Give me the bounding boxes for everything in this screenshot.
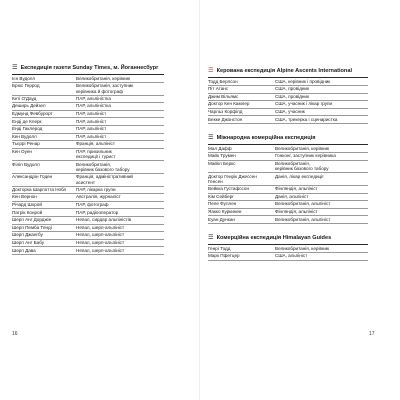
list-icon: ☰	[208, 234, 214, 241]
member-row	[12, 161, 164, 175]
member-row	[208, 160, 368, 174]
member-desc: Австралія, журналіст	[76, 194, 121, 200]
member-name: Шерп Пемба Тенді	[12, 224, 52, 230]
member-name: Джим Вільямс	[208, 93, 239, 99]
member-desc: Великобританія, заступник керівника й фотограф	[76, 83, 134, 94]
member-desc: США, керівник і провідник	[275, 78, 331, 84]
member-desc: Великобританія, альпініст	[275, 216, 331, 222]
member-name: Доктор Кен Камлер	[208, 101, 250, 107]
member-desc: США, учасник	[275, 109, 305, 115]
member-name: Кен Оуен	[12, 149, 32, 155]
list-icon: ☰	[208, 67, 214, 74]
member-row	[12, 173, 164, 187]
member-name: Тьєррі Ренар	[12, 141, 40, 147]
member-name: Кім Сейберг	[208, 193, 234, 199]
member-name: Брюс Геррод	[12, 83, 40, 89]
member-name: Майк Трумен	[208, 153, 236, 159]
member-row	[12, 247, 164, 256]
member-row	[208, 252, 368, 261]
member-name: Докторка Шарлотта Нобл	[12, 186, 67, 192]
member-name: Піт Атанс	[208, 86, 229, 92]
member-name: Енді де Клерк	[12, 118, 42, 124]
member-name: Едмунд Февбурорт	[12, 111, 53, 117]
member-name: Шерп Джангбу	[12, 232, 43, 238]
section-title: Комерційна експедиція Himalayan Guides	[216, 235, 332, 242]
member-desc: Великобританія, керівник базового табору	[76, 161, 130, 173]
member-name: Річард Шорой	[12, 202, 42, 208]
member-desc: ПАР, альпініст	[76, 133, 107, 139]
member-name: Шерп Дава	[12, 247, 36, 253]
member-name: Майкл Беркс	[208, 160, 236, 166]
member-desc: Данія, альпініст	[275, 193, 309, 199]
member-desc: Великобританія, керівник	[76, 75, 131, 81]
member-desc: ПАР, прихильник експедиції і турист	[76, 149, 116, 160]
member-name: Еуан Дункан	[208, 216, 235, 222]
member-name: Бекке Джонстон	[208, 116, 243, 122]
member-desc: Великобританія, альпініст	[275, 201, 331, 207]
list-icon: ☰	[12, 64, 18, 71]
section-title: Керована експедиція Alpine Ascents International	[216, 68, 353, 75]
member-name: Кен Вернон	[12, 194, 37, 200]
member-desc: ПАР, альпіністка	[76, 95, 111, 101]
member-name: Шерп Анг Дорджіе	[12, 217, 52, 223]
member-name: Александрін Годен	[12, 174, 53, 180]
member-desc: ПАР, фотограф	[76, 202, 109, 208]
member-desc: Франція, адміністративний асистент	[76, 174, 133, 185]
member-desc: ПАР, альпіністка	[76, 103, 111, 109]
member-name: Генрі Тодд	[208, 245, 231, 251]
member-desc: ПАР, радіооператор	[76, 209, 119, 215]
section-title: Експедиція газети Sunday Times, м. Йоганнесбург	[20, 65, 159, 72]
member-name: Яакко Куркинен	[208, 208, 242, 214]
section-heading	[12, 65, 158, 71]
member-desc: Непал, сирдар альпіністів	[76, 217, 132, 223]
page-number: 17	[369, 331, 375, 337]
member-desc: ПАР, лікарка групи	[76, 186, 116, 192]
page-number: 16	[12, 331, 18, 337]
member-row	[208, 215, 368, 224]
section-heading	[208, 68, 352, 74]
member-desc: ПАР, альпініст	[76, 111, 107, 117]
member-name: Енді Гаклерод	[12, 126, 43, 132]
member-name: Доктор Генрік Джессен Генсен	[208, 173, 257, 184]
section-heading	[208, 235, 331, 241]
member-name: Кен Вудолл	[12, 133, 37, 139]
member-desc: Гонконг, заступник керівника	[275, 153, 336, 159]
member-name: Мал Дафф	[208, 145, 232, 151]
member-name: Марк Пфетцер	[208, 253, 240, 259]
member-row	[208, 116, 368, 125]
member-row	[12, 82, 164, 96]
member-name: Тодд Берлсон	[208, 78, 238, 84]
section-heading	[208, 135, 315, 141]
list-icon: ☰	[208, 134, 214, 142]
member-desc: Фінляндія, альпініст	[275, 186, 318, 192]
member-desc: Данія, лікар експедиції	[275, 173, 324, 179]
member-name: Патрік Конрой	[12, 209, 43, 215]
member-name: Пепе Фуллен	[208, 201, 237, 207]
member-name: Шерп Анг Бабу	[12, 240, 45, 246]
member-name: Чарльз Корфілд	[208, 109, 243, 115]
member-desc: США, провідник	[275, 93, 309, 99]
member-name: Кеті О'Дауд	[12, 95, 37, 101]
member-name: Філіп Вудолл	[12, 161, 40, 167]
member-desc: Франція, альпініст	[76, 141, 115, 147]
right-page	[200, 0, 400, 400]
member-desc: Непал, шерп-альпініст	[76, 240, 125, 246]
member-desc: ПАР, альпініст	[76, 118, 107, 124]
member-desc: США, учасник і лікар групи	[275, 101, 333, 107]
member-desc: США, альпініст	[275, 253, 308, 259]
member-desc: ПАР, альпініст	[76, 126, 107, 132]
member-desc: Великобританія, керівник	[275, 245, 330, 251]
member-desc: Фінляндія, альпініст	[275, 208, 318, 214]
member-row	[12, 148, 164, 162]
member-desc: Непал, шерп-альпініст	[76, 232, 125, 238]
member-desc: Непал, шерп-альпініст	[76, 224, 125, 230]
member-desc: Великобританія, керівник базового табору	[275, 160, 329, 172]
section-title: Міжнародна комерційна експедиція	[216, 135, 316, 142]
member-desc: Непал, шерп-альпініст	[76, 247, 125, 253]
member-desc: США, провідник	[275, 86, 309, 92]
member-desc: Великобританія, керівник	[275, 145, 330, 151]
member-desc: США, трекерка і сценаристка	[275, 116, 338, 122]
member-name: Вейкка Густафссон	[208, 186, 249, 192]
member-name: Деширь Дейзел	[12, 103, 46, 109]
member-name: Ієн Вудолл	[12, 75, 36, 81]
member-row	[208, 172, 368, 186]
